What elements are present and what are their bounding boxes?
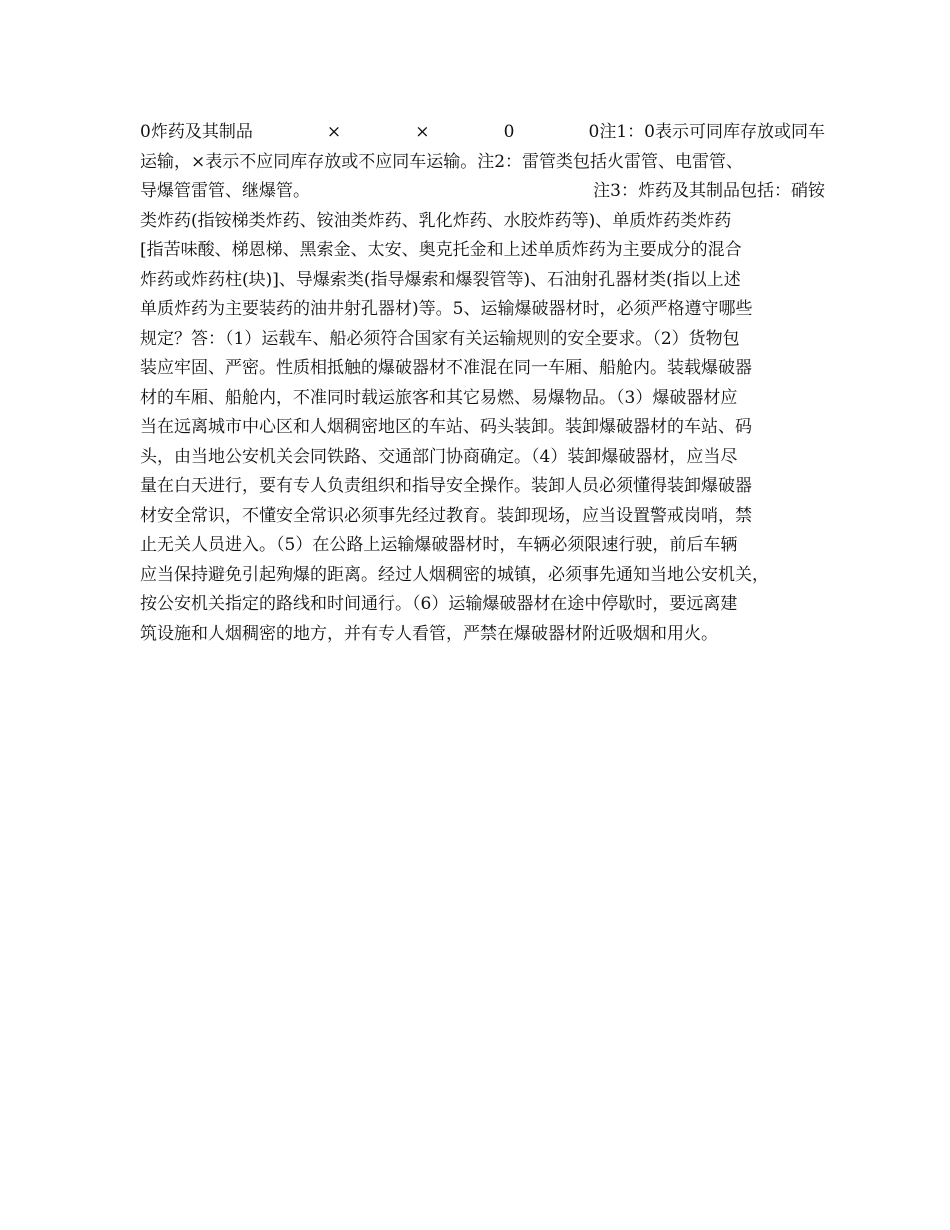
text-segment: 当在远离城市中心区和人烟稠密地区的车站、码头装卸。装卸爆破器材的车站、码: [140, 417, 752, 437]
text-line: [140, 472, 825, 502]
text-line: [140, 502, 825, 532]
text-line: [140, 207, 825, 237]
text-line: [140, 325, 825, 355]
text-segment: 单质炸药为主要装药的油井射孔器材)等。5、运输爆破器材时，必须严格遵守哪些: [140, 299, 753, 319]
text-segment: 运输，×表示不应同库存放或不应同车运输。注2：雷管类包括火雷管、电雷管、: [140, 151, 744, 172]
text-line: [140, 177, 825, 207]
text-segment: ×: [326, 122, 342, 142]
text-segment: 类炸药(指铵梯类炸药、铵油类炸药、乳化炸药、水胶炸药等)、单质炸药类炸药: [140, 210, 732, 231]
text-line: [140, 295, 825, 325]
text-segment: 0注1：0表示可同库存放或同车: [588, 122, 825, 142]
text-segment: 注3：炸药及其制品包括：硝铵: [593, 181, 825, 201]
text-segment: 材的车厢、船舱内，不准同时载运旅客和其它易燃、易爆物品。（3）爆破器材应: [140, 387, 738, 408]
text-segment: 应当保持避免引起殉爆的距离。经过人烟稠密的城镇，必须事先通知当地公安机关，: [140, 564, 769, 585]
text-segment: 0炸药及其制品: [140, 122, 253, 142]
text-segment: 筑设施和人烟稠密的地方，并有专人看管，严禁在爆破器材附近吸烟和用火。: [140, 623, 718, 644]
text-segment: 头，由当地公安机关会同铁路、交通部门协商确定。（4）装卸爆破器材，应当尽: [140, 446, 738, 467]
text-segment: 导爆管雷管、继爆管。: [140, 181, 310, 201]
text-segment: 0: [503, 122, 515, 142]
text-line: [140, 413, 825, 443]
text-segment: [指苦味酸、梯恩梯、黑索金、太安、奥克托金和上述单质炸药为主要成分的混合: [140, 240, 742, 260]
text-segment: 装应牢固、严密。性质相抵触的爆破器材不准混在同一车厢、船舱内。装载爆破器: [140, 358, 752, 378]
text-segment: 按公安机关指定的路线和时间通行。（6）运输爆破器材在途中停歇时，要远离建: [140, 594, 738, 614]
text-line: [140, 354, 825, 384]
text-line: [140, 443, 825, 473]
text-line: [140, 620, 825, 650]
text-line: [140, 561, 825, 591]
text-segment: ×: [415, 122, 430, 142]
text-line: [140, 236, 825, 266]
text-line: [140, 384, 825, 414]
text-segment: 量在白天进行，要有专人负责组织和指导安全操作。装卸人员必须懂得装卸爆破器: [140, 476, 752, 496]
text-segment: 止无关人员进入。（5）在公路上运输爆破器材时，车辆必须限速行驶，前后车辆: [140, 535, 738, 555]
text-segment: 炸药或炸药柱(块)]、导爆索类(指导爆索和爆裂管等)、石油射孔器材类(指以上述: [140, 269, 741, 290]
text-segment: 材安全常识，不懂安全常识必须事先经过教育。装卸现场，应当设置警戒岗哨，禁: [140, 505, 752, 526]
text-line: [140, 590, 825, 620]
text-line: [140, 531, 825, 561]
text-line: [140, 148, 825, 178]
document-body: [140, 118, 825, 649]
text-line: [140, 266, 825, 296]
text-segment: 规定？答：（1）运载车、船必须符合国家有关运输规则的安全要求。（2）货物包: [140, 328, 740, 349]
text-line: [140, 118, 825, 148]
